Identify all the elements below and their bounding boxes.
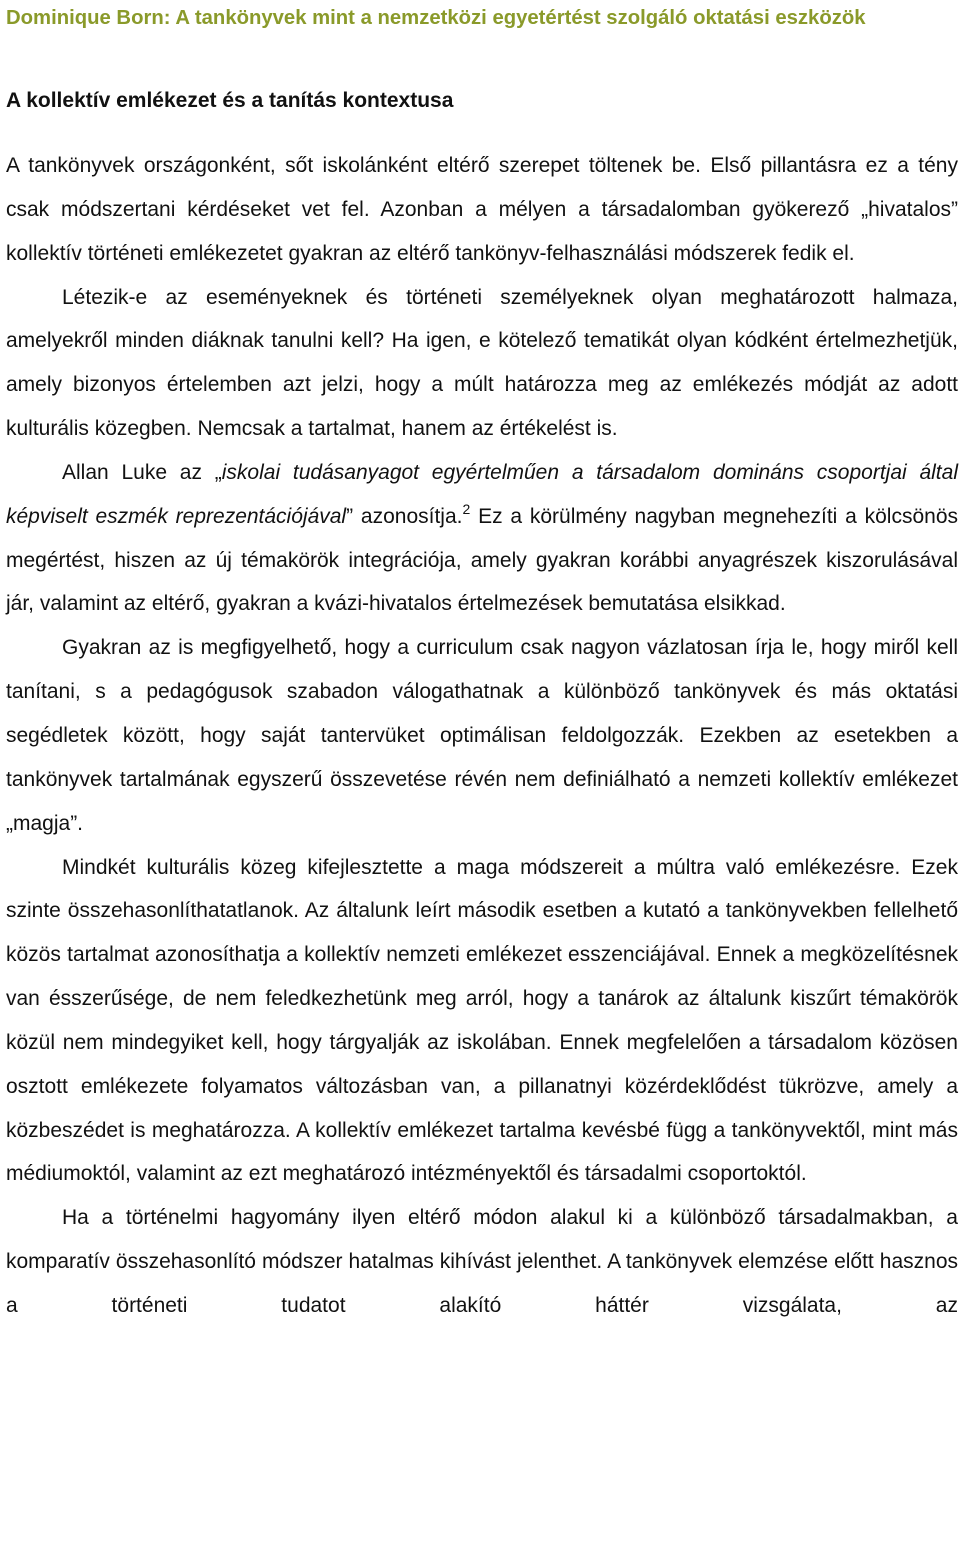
- luke-quote: iskolai tudásanyagot egyértelműen a társadalom domináns csoportjai által képviselt eszmék reprezentációjával: [6, 460, 958, 528]
- paragraph-3-attribution: ” azonosítja.: [346, 504, 463, 528]
- section-heading: A kollektív emlékezet és a tanítás kontextusa: [6, 89, 454, 112]
- paragraph-1: A tankönyvek országonként, sőt iskolánként eltérő szerepet töltenek be. Első pillantásra ez a tény csak módszertani kérdéseket vet fel. Azonban a mélyen a társadalomban gyökerező „hivatalos” kollektív történeti emlékezetet gyakran az eltérő tankönyv-felhasználási módszerek fedik el.: [6, 154, 958, 265]
- paragraph-3-rest: Ez a körülmény nagyban megnehezíti a kölcsönös megértést, hiszen az új témakörök integrációja, amely gyakran korábbi anyagrészek kiszorulásával jár, valamint az eltérő, gyakran a kvázi-hivatalos értelmezések bemutatása elsikkad.: [6, 504, 959, 616]
- paragraph-3-lead: Allan Luke az „: [62, 460, 222, 484]
- paragraph-2: Létezik-e az eseményeknek és történeti személyeknek olyan meghatározott halmaza, amelyekről minden diáknak tanulni kell? Ha igen, e kötelező tematikát olyan kódként értelmezhetjük, amely bizonyos értelemben azt jelzi, hogy a múlt határozza meg az emlékezés módját az adott kulturális közegben. Nemcsak a tartalmat, hanem az értékelést is.: [6, 285, 958, 441]
- paragraph-5: Mindkét kulturális közeg kifejlesztette a maga módszereit a múltra való emlékezésre. Ezek szinte összehasonlíthatatlanok. Az általunk leírt második esetben a kutató a tankönyvekben fellelhető közös tartalmat azonosíthatja a kollektív nemzeti emlékezet esszenciájával. Ennek a megközelítésnek van ésszerűsége, de nem feledkezhetünk meg arról, hogy a tanárok az általunk kiszűrt témakörök közül nem mindegyiket kell, hogy tárgyalják az iskolában. Ennek megfelelően a társadalom közösen osztott emlékezete folyamatos változásban van, a pillanatnyi közérdeklődést tükrözve, amely a közbeszédet is meghatározza. A kollektív emlékezet tartalma kevésbé függ a tankönyvektől, mint más médiumoktól, valamint az ezt meghatározó intézményektől és társadalmi csoportoktól.: [6, 855, 958, 1186]
- body-text: [6, 144, 958, 1328]
- paragraph-3: [6, 451, 958, 626]
- paragraph-4: Gyakran az is megfigyelhető, hogy a curriculum csak nagyon vázlatosan írja le, hogy miről kell tanítani, s a pedagógusok szabadon válogathatnak a különböző tankönyvek és más oktatási segédletek között, hogy saját tantervüket optimálisan feldolgozzák. Ezekben az esetekben a tankönyvek tartalmának egyszerű összevetése révén nem definiálható a nemzeti kollektív emlékezet „magja”.: [6, 636, 958, 835]
- running-header: Dominique Born: A tankönyvek mint a nemzetközi egyetértést szolgáló oktatási eszközök: [6, 7, 866, 29]
- paragraph-6: Ha a történelmi hagyomány ilyen eltérő módon alakul ki a különböző társadalmakban, a komparatív összehasonlító módszer hatalmas kihívást jelenthet. A tankönyvek elemzése előtt hasznos a történeti tudatot alakító háttér vizsgálata, az: [6, 1206, 958, 1317]
- footnote-marker[interactable]: 2: [462, 500, 471, 517]
